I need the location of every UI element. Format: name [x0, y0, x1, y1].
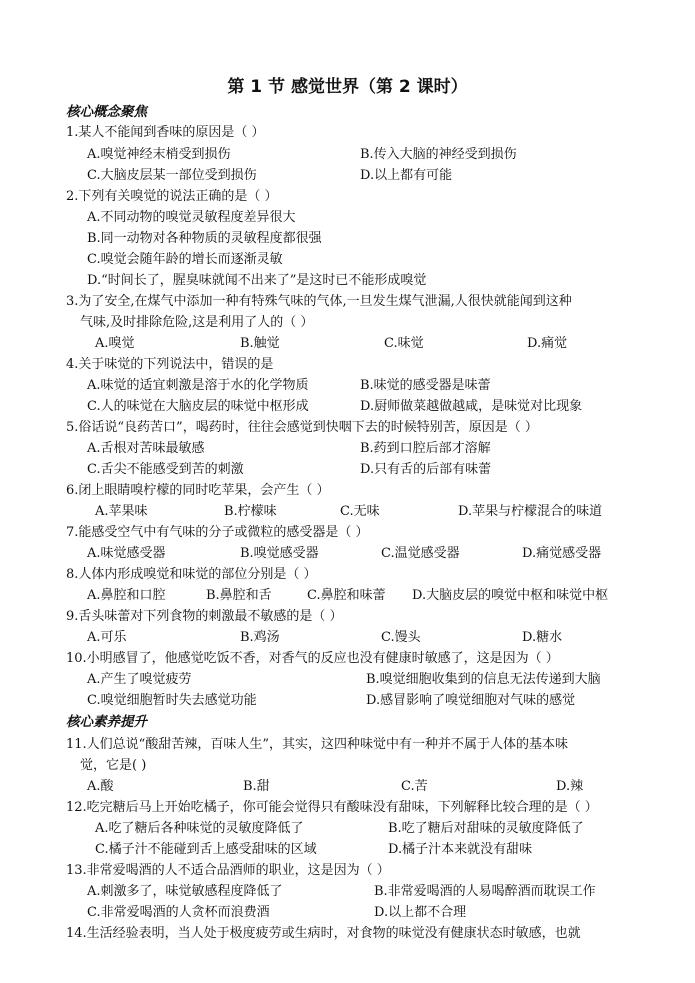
question-9-option-d: D.糖水 [522, 630, 563, 645]
question-5-option-b: B.药到口腔后部才溶解 [360, 441, 491, 456]
question-3-stem-line-1: 3.为了安全,在煤气中添加一种有特殊气味的气体,一旦发生煤气泄漏,人很快就能闻到这种 [66, 294, 572, 309]
question-1-option-d: D.以上都有可能 [360, 168, 453, 183]
question-2-stem: 2.下列有关嗅觉的说法正确的是（ ） [66, 189, 278, 204]
question-7-option-d: D.痛觉感受器 [522, 546, 602, 561]
question-11-option-c: C.苦 [401, 779, 428, 794]
question-6-option-a: A.苹果味 [95, 504, 148, 519]
question-1-stem: 1.某人不能闻到香味的原因是（ ） [66, 125, 265, 140]
section-heading-core-concept: 核心概念聚焦 [66, 104, 147, 120]
question-5-option-d: D.只有舌的后部有味蕾 [360, 462, 492, 477]
question-5-stem: 5.俗话说“良药苦口”，喝药时，往往会感觉到快咽下去的时候特别苦，原因是（ ） [66, 420, 538, 435]
question-9-stem: 9.舌头味蕾对下列食物的刺激最不敏感的是（ ） [66, 609, 343, 624]
question-10-stem: 10.小明感冒了，他感觉吃饭不香，对香气的反应也没有健康时敏感了，这是因为（ ） [66, 651, 559, 666]
question-3-option-b: B.触觉 [240, 336, 280, 351]
question-10-option-b: B.嗅觉细胞收集到的信息无法传递到大脑 [366, 672, 601, 687]
question-8-option-b: B.鼻腔和舌 [206, 588, 272, 603]
question-8-option-a: A.鼻腔和口腔 [87, 588, 166, 603]
question-2-option-c: C.嗅觉会随年龄的增长而逐渐灵敏 [87, 252, 283, 267]
question-1-option-c: C.大脑皮层某一部位受到损伤 [87, 168, 257, 183]
question-4-option-d: D.厨师做菜越做越咸，是味觉对比现象 [360, 399, 583, 414]
question-1-option-b: B.传入大脑的神经受到损伤 [360, 147, 517, 162]
question-3-option-c: C.味觉 [384, 336, 424, 351]
question-10-option-c: C.嗅觉细胞暂时失去感觉功能 [87, 693, 257, 708]
question-6-option-b: B.柠檬味 [224, 504, 277, 519]
question-10-option-d: D.感冒影响了嗅觉细胞对气味的感觉 [366, 693, 576, 708]
question-11-stem-line-2: 觉，它是( ) [80, 758, 147, 773]
question-14-stem: 14.生活经验表明，当人处于极度疲劳或生病时，对食物的味觉没有健康状态时敏感，也就 [66, 926, 581, 941]
question-2-option-a: A.不同动物的嗅觉灵敏程度差异很大 [87, 210, 296, 225]
question-9-option-c: C.馒头 [381, 630, 421, 645]
question-4-option-a: A.味觉的适宜刺激是溶于水的化学物质 [87, 378, 309, 393]
question-4-option-b: B.味觉的感受器是味蕾 [360, 378, 491, 393]
question-7-option-a: A.味觉感受器 [87, 546, 166, 561]
question-1-option-a: A.嗅觉神经末梢受到损伤 [87, 147, 231, 162]
question-9-option-a: A.可乐 [87, 630, 127, 645]
question-12-option-c: C.橘子汁不能碰到舌上感受甜味的区域 [95, 842, 317, 857]
question-10-option-a: A.产生了嗅觉疲劳 [87, 672, 192, 687]
question-6-option-d: D.苹果与柠檬混合的味道 [458, 504, 603, 519]
question-2-option-d: D.“时间长了，腥臭味就闻不出来了”是这时已不能形成嗅觉 [87, 273, 427, 288]
question-3-stem-line-2: 气味,及时排除危险,这是利用了人的（ ） [80, 315, 314, 330]
question-3-option-d: D.痛觉 [527, 336, 568, 351]
question-8-stem: 8.人体内形成嗅觉和味觉的部位分别是（ ） [66, 567, 317, 582]
question-11-option-b: B.甜 [243, 779, 270, 794]
question-8-option-c: C.鼻腔和味蕾 [307, 588, 386, 603]
question-13-option-b: B.非常爱喝酒的人易喝醉酒而耽误工作 [374, 884, 596, 899]
question-12-option-a: A.吃了糖后各种味觉的灵敏度降低了 [95, 821, 304, 836]
question-6-option-c: C.无味 [340, 504, 380, 519]
question-7-option-b: B.嗅觉感受器 [240, 546, 319, 561]
question-7-stem: 7.能感受空气中有气味的分子或微粒的感受器是（ ） [66, 525, 369, 540]
question-11-option-a: A.酸 [87, 779, 114, 794]
question-11-stem-line-1: 11.人们总说“酸甜苦辣，百味人生”，其实，这四种味觉中有一种并不属于人体的基本味 [66, 737, 568, 752]
question-12-option-d: D.橘子汁本来就没有甜味 [388, 842, 533, 857]
question-7-option-c: C.温觉感受器 [381, 546, 460, 561]
question-2-option-b: B.同一动物对各种物质的灵敏程度都很强 [87, 231, 322, 246]
question-3-option-a: A.嗅觉 [95, 336, 135, 351]
question-13-option-d: D.以上都不合理 [374, 905, 467, 920]
question-4-stem: 4.关于味觉的下列说法中，错误的是 [66, 357, 274, 372]
question-13-option-a: A.刺激多了，味觉敏感程度降低了 [87, 884, 283, 899]
question-5-option-c: C.舌尖不能感受到苦的刺激 [87, 462, 244, 477]
question-8-option-d: D.大脑皮层的嗅觉中枢和味觉中枢 [412, 588, 609, 603]
question-9-option-b: B.鸡汤 [240, 630, 280, 645]
question-11-option-d: D.辣 [556, 779, 584, 794]
page-title: 第 1 节 感觉世界（第 2 课时） [227, 77, 468, 97]
question-13-stem: 13.非常爱喝酒的人不适合品酒师的职业，这是因为（ ） [66, 863, 390, 878]
question-5-option-a: A.舌根对苦味最敏感 [87, 441, 205, 456]
section-heading-core-literacy: 核心素养提升 [66, 714, 147, 730]
question-12-option-b: B.吃了糖后对甜味的灵敏度降低了 [388, 821, 584, 836]
question-13-option-c: C.非常爱喝酒的人贪杯而浪费酒 [87, 905, 270, 920]
question-4-option-c: C.人的味觉在大脑皮层的味觉中枢形成 [87, 399, 309, 414]
question-6-stem: 6.闭上眼睛嗅柠檬的同时吃苹果，会产生（ ） [66, 483, 330, 498]
question-12-stem: 12.吃完糖后马上开始吃橘子，你可能会觉得只有酸味没有甜味，下列解释比较合理的是（ ） [66, 800, 598, 815]
